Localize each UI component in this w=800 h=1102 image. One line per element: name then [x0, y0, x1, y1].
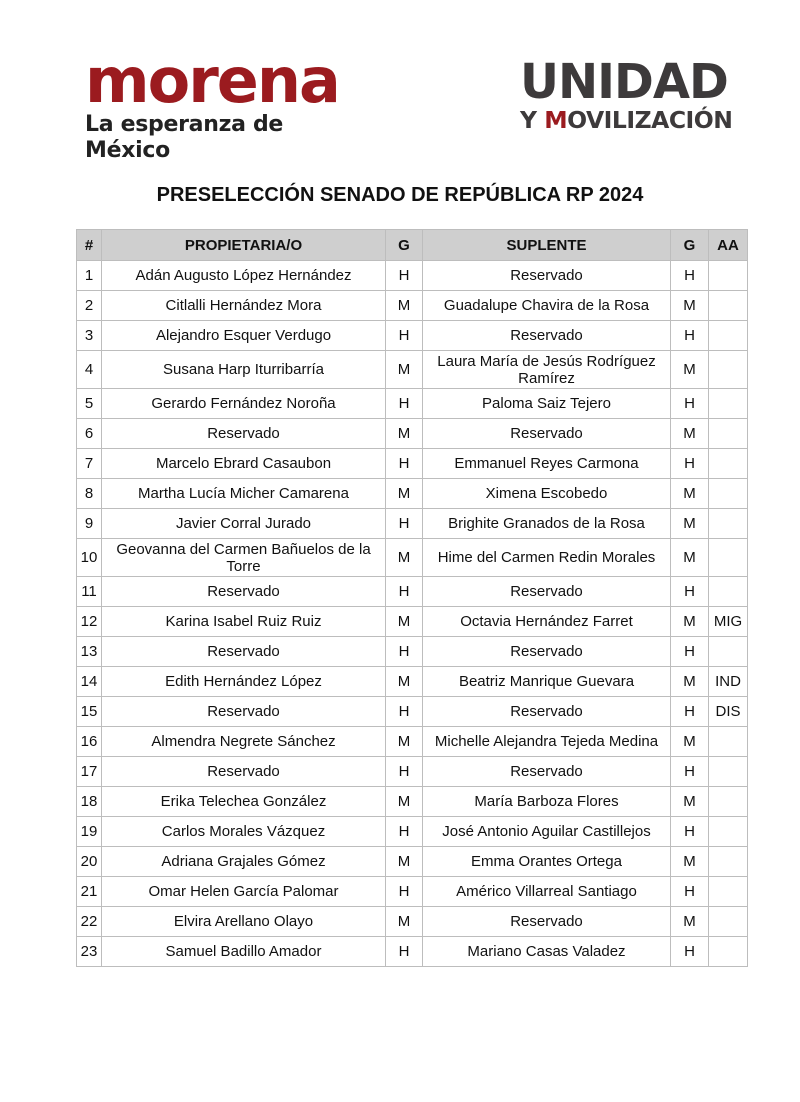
header-propietario: PROPIETARIA/O	[102, 230, 386, 261]
propietario-gender: H	[386, 757, 423, 787]
aa-code	[709, 907, 748, 937]
aa-code	[709, 877, 748, 907]
suplente-name: Reservado	[423, 419, 671, 449]
table-row	[77, 261, 748, 291]
suplente-gender: M	[671, 539, 709, 577]
propietario-gender: H	[386, 817, 423, 847]
aa-code	[709, 847, 748, 877]
suplente-gender: M	[671, 667, 709, 697]
propietario-name: Reservado	[102, 697, 386, 727]
aa-code	[709, 539, 748, 577]
table-row	[77, 877, 748, 907]
suplente-gender: H	[671, 757, 709, 787]
suplente-name: Laura María de Jesús Rodríguez Ramírez	[423, 351, 671, 389]
suplente-gender: M	[671, 727, 709, 757]
propietario-name: Javier Corral Jurado	[102, 509, 386, 539]
table-row	[77, 607, 748, 637]
movilizacion-wordmark	[520, 106, 760, 134]
aa-code	[709, 509, 748, 539]
propietario-name: Reservado	[102, 577, 386, 607]
suplente-gender: H	[671, 449, 709, 479]
suplente-name: Hime del Carmen Redin Morales	[423, 539, 671, 577]
propietario-gender: H	[386, 697, 423, 727]
morena-tagline: La esperanza de México	[85, 112, 284, 163]
table-row	[77, 389, 748, 419]
suplente-gender: M	[671, 291, 709, 321]
suplente-gender: M	[671, 509, 709, 539]
propietario-name: Erika Telechea González	[102, 787, 386, 817]
table-row	[77, 757, 748, 787]
morena-wordmark: morena	[85, 44, 339, 117]
row-number: 8	[77, 479, 102, 509]
aa-code: DIS	[709, 697, 748, 727]
suplente-gender: M	[671, 351, 709, 389]
suplente-name: Mariano Casas Valadez	[423, 937, 671, 967]
table-header-row	[77, 230, 748, 261]
propietario-name: Karina Isabel Ruiz Ruiz	[102, 607, 386, 637]
propietario-gender: M	[386, 907, 423, 937]
row-number: 17	[77, 757, 102, 787]
suplente-name: Américo Villarreal Santiago	[423, 877, 671, 907]
suplente-name: Beatriz Manrique Guevara	[423, 667, 671, 697]
header-suplente: SUPLENTE	[423, 230, 671, 261]
propietario-gender: M	[386, 539, 423, 577]
suplente-gender: H	[671, 321, 709, 351]
propietario-name: Reservado	[102, 419, 386, 449]
suplente-gender: M	[671, 607, 709, 637]
row-number: 20	[77, 847, 102, 877]
table-row	[77, 509, 748, 539]
table-row	[77, 479, 748, 509]
suplente-name: Brighite Granados de la Rosa	[423, 509, 671, 539]
suplente-name: Reservado	[423, 697, 671, 727]
table-row	[77, 667, 748, 697]
unidad-movilizacion-logo	[520, 54, 760, 134]
row-number: 3	[77, 321, 102, 351]
propietario-gender: H	[386, 937, 423, 967]
propietario-name: Almendra Negrete Sánchez	[102, 727, 386, 757]
propietario-gender: M	[386, 351, 423, 389]
movilizacion-accent-letter: M	[544, 106, 568, 134]
propietario-gender: M	[386, 479, 423, 509]
suplente-name: José Antonio Aguilar Castillejos	[423, 817, 671, 847]
suplente-gender: H	[671, 261, 709, 291]
propietario-name: Gerardo Fernández Noroña	[102, 389, 386, 419]
movilizacion-rest: OVILIZACIÓN	[567, 106, 733, 134]
propietario-gender: M	[386, 607, 423, 637]
propietario-gender: H	[386, 449, 423, 479]
row-number: 18	[77, 787, 102, 817]
suplente-gender: H	[671, 389, 709, 419]
propietario-name: Carlos Morales Vázquez	[102, 817, 386, 847]
propietario-name: Omar Helen García Palomar	[102, 877, 386, 907]
propietario-gender: H	[386, 261, 423, 291]
suplente-gender: M	[671, 479, 709, 509]
suplente-name: Emmanuel Reyes Carmona	[423, 449, 671, 479]
row-number: 5	[77, 389, 102, 419]
table-row	[77, 291, 748, 321]
suplente-name: Michelle Alejandra Tejeda Medina	[423, 727, 671, 757]
propietario-gender: M	[386, 291, 423, 321]
propietario-gender: M	[386, 727, 423, 757]
row-number: 15	[77, 697, 102, 727]
aa-code	[709, 757, 748, 787]
suplente-name: Guadalupe Chavira de la Rosa	[423, 291, 671, 321]
table-row	[77, 847, 748, 877]
suplente-gender: H	[671, 817, 709, 847]
propietario-name: Susana Harp Iturribarría	[102, 351, 386, 389]
row-number: 16	[77, 727, 102, 757]
header-aa: AA	[709, 230, 748, 261]
aa-code	[709, 577, 748, 607]
suplente-gender: M	[671, 419, 709, 449]
row-number: 22	[77, 907, 102, 937]
table-row	[77, 449, 748, 479]
row-number: 2	[77, 291, 102, 321]
row-number: 10	[77, 539, 102, 577]
aa-code: MIG	[709, 607, 748, 637]
movilizacion-prefix: Y	[520, 106, 545, 134]
table-row	[77, 419, 748, 449]
aa-code	[709, 479, 748, 509]
propietario-gender: H	[386, 577, 423, 607]
propietario-name: Alejandro Esquer Verdugo	[102, 321, 386, 351]
row-number: 4	[77, 351, 102, 389]
header-number: #	[77, 230, 102, 261]
table-row	[77, 817, 748, 847]
propietario-gender: M	[386, 667, 423, 697]
aa-code	[709, 727, 748, 757]
propietario-name: Edith Hernández López	[102, 667, 386, 697]
header-gender-suplente: G	[671, 230, 709, 261]
propietario-gender: M	[386, 419, 423, 449]
suplente-name: Reservado	[423, 907, 671, 937]
suplente-gender: H	[671, 877, 709, 907]
suplente-name: Ximena Escobedo	[423, 479, 671, 509]
table-row	[77, 637, 748, 667]
suplente-name: Reservado	[423, 757, 671, 787]
table-row	[77, 321, 748, 351]
propietario-name: Marcelo Ebrard Casaubon	[102, 449, 386, 479]
row-number: 1	[77, 261, 102, 291]
suplente-name: Reservado	[423, 261, 671, 291]
suplente-name: Paloma Saiz Tejero	[423, 389, 671, 419]
aa-code	[709, 291, 748, 321]
aa-code	[709, 449, 748, 479]
table-row	[77, 539, 748, 577]
header-gender-propietario: G	[386, 230, 423, 261]
table-row	[77, 937, 748, 967]
candidates-table	[76, 229, 748, 967]
aa-code	[709, 637, 748, 667]
propietario-gender: H	[386, 321, 423, 351]
aa-code	[709, 817, 748, 847]
suplente-gender: M	[671, 787, 709, 817]
propietario-name: Martha Lucía Micher Camarena	[102, 479, 386, 509]
propietario-gender: H	[386, 509, 423, 539]
suplente-gender: H	[671, 937, 709, 967]
row-number: 6	[77, 419, 102, 449]
propietario-name: Samuel Badillo Amador	[102, 937, 386, 967]
propietario-name: Reservado	[102, 757, 386, 787]
aa-code	[709, 389, 748, 419]
document-title: PRESELECCIÓN SENADO DE REPÚBLICA RP 2024	[156, 184, 644, 206]
suplente-name: María Barboza Flores	[423, 787, 671, 817]
row-number: 21	[77, 877, 102, 907]
table-row	[77, 907, 748, 937]
propietario-name: Citlalli Hernández Mora	[102, 291, 386, 321]
propietario-name: Adán Augusto López Hernández	[102, 261, 386, 291]
row-number: 14	[77, 667, 102, 697]
table-row	[77, 577, 748, 607]
table-row	[77, 351, 748, 389]
propietario-gender: M	[386, 847, 423, 877]
row-number: 19	[77, 817, 102, 847]
aa-code	[709, 261, 748, 291]
table-row	[77, 727, 748, 757]
suplente-gender: M	[671, 907, 709, 937]
aa-code	[709, 937, 748, 967]
suplente-name: Reservado	[423, 637, 671, 667]
aa-code	[709, 787, 748, 817]
suplente-gender: H	[671, 577, 709, 607]
aa-code	[709, 321, 748, 351]
aa-code: IND	[709, 667, 748, 697]
unidad-wordmark: UNIDAD	[520, 54, 728, 110]
propietario-name: Elvira Arellano Olayo	[102, 907, 386, 937]
suplente-name: Reservado	[423, 577, 671, 607]
row-number: 23	[77, 937, 102, 967]
suplente-gender: H	[671, 697, 709, 727]
propietario-gender: H	[386, 389, 423, 419]
aa-code	[709, 351, 748, 389]
aa-code	[709, 419, 748, 449]
suplente-name: Reservado	[423, 321, 671, 351]
propietario-name: Adriana Grajales Gómez	[102, 847, 386, 877]
suplente-gender: M	[671, 847, 709, 877]
row-number: 12	[77, 607, 102, 637]
row-number: 7	[77, 449, 102, 479]
table-body	[77, 261, 748, 967]
suplente-gender: H	[671, 637, 709, 667]
table-row	[77, 697, 748, 727]
propietario-gender: M	[386, 787, 423, 817]
propietario-name: Reservado	[102, 637, 386, 667]
suplente-name: Emma Orantes Ortega	[423, 847, 671, 877]
table-row	[77, 787, 748, 817]
propietario-gender: H	[386, 637, 423, 667]
row-number: 11	[77, 577, 102, 607]
propietario-name: Geovanna del Carmen Bañuelos de la Torre	[102, 539, 386, 577]
suplente-name: Octavia Hernández Farret	[423, 607, 671, 637]
propietario-gender: H	[386, 877, 423, 907]
row-number: 9	[77, 509, 102, 539]
row-number: 13	[77, 637, 102, 667]
morena-logo	[85, 44, 375, 164]
